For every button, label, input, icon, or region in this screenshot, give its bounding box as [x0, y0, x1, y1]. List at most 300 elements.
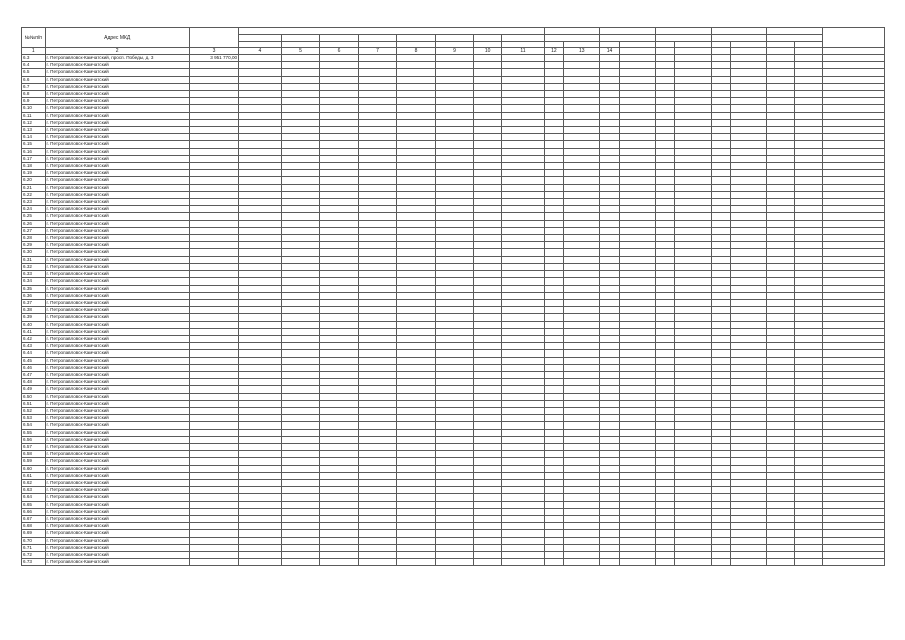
- row-cell: [564, 321, 600, 328]
- row-cell: [502, 350, 545, 357]
- row-cell: [358, 314, 396, 321]
- table-row: [22, 552, 885, 559]
- row-cell: [564, 292, 600, 299]
- row-cell: [767, 292, 795, 299]
- row-cell: [822, 400, 884, 407]
- row-total-cost: [189, 292, 238, 299]
- table-row: [22, 523, 885, 530]
- row-cell: [767, 177, 795, 184]
- row-cell: [435, 451, 473, 458]
- row-cell: [320, 105, 358, 112]
- row-cell: [711, 443, 730, 450]
- row-cell: [655, 141, 674, 148]
- row-cell: [239, 393, 282, 400]
- row-cell: [822, 227, 884, 234]
- row-cell: [239, 559, 282, 566]
- row-cell: [822, 443, 884, 450]
- table-row: [22, 479, 885, 486]
- row-cell: [711, 307, 730, 314]
- row-cell: [358, 242, 396, 249]
- row-cell: [239, 83, 282, 90]
- table-row: [22, 386, 885, 393]
- row-cell: [730, 278, 766, 285]
- row-total-cost: [189, 508, 238, 515]
- row-total-cost: [189, 62, 238, 69]
- row-cell: [435, 206, 473, 213]
- row-cell: [794, 335, 822, 342]
- row-cell: [435, 256, 473, 263]
- row-cell: [320, 451, 358, 458]
- row-cell: [435, 91, 473, 98]
- row-cell: [794, 479, 822, 486]
- row-cell: [435, 429, 473, 436]
- row-cell: [502, 335, 545, 342]
- row-cell: [397, 343, 435, 350]
- column-number: 5: [281, 48, 319, 55]
- row-cell: [502, 148, 545, 155]
- row-cell: [711, 199, 730, 206]
- row-total-cost: [189, 256, 238, 263]
- row-cell: [502, 76, 545, 83]
- row-cell: [655, 422, 674, 429]
- row-total-cost: [189, 299, 238, 306]
- row-address: г. Петропавловск-Камчатский: [45, 235, 189, 242]
- row-cell: [655, 350, 674, 357]
- row-cell: [711, 227, 730, 234]
- row-cell: [564, 141, 600, 148]
- row-address: г. Петропавловск-Камчатский: [45, 271, 189, 278]
- row-cell: [767, 465, 795, 472]
- row-address: г. Петропавловск-Камчатский: [45, 69, 189, 76]
- row-cell: [358, 559, 396, 566]
- row-cell: [730, 314, 766, 321]
- row-cell: [358, 335, 396, 342]
- row-total-cost: [189, 393, 238, 400]
- row-cell: [822, 299, 884, 306]
- row-total-cost: [189, 278, 238, 285]
- row-cell: [397, 170, 435, 177]
- row-cell: [675, 199, 711, 206]
- row-cell: [358, 429, 396, 436]
- row-total-cost: [189, 184, 238, 191]
- row-cell: [397, 55, 435, 62]
- table-row: [22, 285, 885, 292]
- row-cell: [358, 98, 396, 105]
- column-number: [794, 48, 822, 55]
- row-cell: [474, 465, 502, 472]
- row-address: г. Петропавловск-Камчатский: [45, 479, 189, 486]
- row-total-cost: [189, 472, 238, 479]
- row-cell: [619, 371, 655, 378]
- row-cell: [397, 516, 435, 523]
- row-cell: [358, 371, 396, 378]
- row-cell: [397, 314, 435, 321]
- row-address: г. Петропавловск-Камчатский: [45, 314, 189, 321]
- row-cell: [502, 379, 545, 386]
- row-cell: [767, 191, 795, 198]
- row-cell: [502, 83, 545, 90]
- row-cell: [794, 127, 822, 134]
- row-cell: [320, 458, 358, 465]
- row-cell: [544, 314, 563, 321]
- row-cell: [320, 335, 358, 342]
- row-cell: [655, 98, 674, 105]
- row-address: г. Петропавловск-Камчатский: [45, 443, 189, 450]
- row-cell: [619, 278, 655, 285]
- table-row: [22, 105, 885, 112]
- row-number: 6.37: [22, 299, 46, 306]
- row-cell: [358, 127, 396, 134]
- row-cell: [502, 472, 545, 479]
- row-cell: [655, 379, 674, 386]
- row-cell: [730, 422, 766, 429]
- row-cell: [794, 98, 822, 105]
- row-cell: [564, 119, 600, 126]
- row-cell: [320, 191, 358, 198]
- row-cell: [730, 170, 766, 177]
- row-cell: [564, 155, 600, 162]
- row-cell: [239, 263, 282, 270]
- row-cell: [600, 148, 619, 155]
- row-cell: [397, 134, 435, 141]
- row-cell: [655, 307, 674, 314]
- row-cell: [655, 465, 674, 472]
- row-cell: [730, 343, 766, 350]
- header-sub: [358, 35, 396, 42]
- row-cell: [767, 429, 795, 436]
- row-cell: [655, 314, 674, 321]
- row-total-cost: [189, 321, 238, 328]
- row-cell: [619, 335, 655, 342]
- row-cell: [767, 523, 795, 530]
- row-cell: [435, 62, 473, 69]
- row-cell: [281, 379, 319, 386]
- row-cell: [474, 350, 502, 357]
- row-cell: [675, 494, 711, 501]
- row-cell: [822, 119, 884, 126]
- row-number: 6.13: [22, 127, 46, 134]
- row-cell: [794, 458, 822, 465]
- row-number: 6.57: [22, 443, 46, 450]
- row-cell: [544, 105, 563, 112]
- row-cell: [730, 530, 766, 537]
- row-cell: [320, 415, 358, 422]
- row-cell: [600, 235, 619, 242]
- row-cell: [502, 343, 545, 350]
- row-cell: [502, 299, 545, 306]
- row-cell: [822, 559, 884, 566]
- row-cell: [502, 371, 545, 378]
- row-address: г. Петропавловск-Камчатский: [45, 292, 189, 299]
- row-cell: [794, 55, 822, 62]
- row-cell: [767, 379, 795, 386]
- row-cell: [544, 386, 563, 393]
- row-cell: [767, 271, 795, 278]
- row-cell: [767, 559, 795, 566]
- row-cell: [320, 364, 358, 371]
- row-cell: [564, 148, 600, 155]
- row-cell: [711, 177, 730, 184]
- row-cell: [239, 451, 282, 458]
- row-cell: [544, 364, 563, 371]
- row-cell: [822, 393, 884, 400]
- row-cell: [619, 559, 655, 566]
- row-cell: [281, 235, 319, 242]
- row-cell: [397, 278, 435, 285]
- table-row: [22, 119, 885, 126]
- row-cell: [794, 141, 822, 148]
- row-cell: [358, 321, 396, 328]
- row-cell: [239, 371, 282, 378]
- row-cell: [239, 119, 282, 126]
- row-cell: [619, 328, 655, 335]
- row-cell: [239, 105, 282, 112]
- row-total-cost: [189, 552, 238, 559]
- row-cell: [474, 206, 502, 213]
- row-cell: [397, 537, 435, 544]
- row-cell: [655, 278, 674, 285]
- row-cell: [564, 227, 600, 234]
- row-cell: [474, 407, 502, 414]
- row-address: г. Петропавловск-Камчатский: [45, 451, 189, 458]
- row-address: г. Петропавловск-Камчатский: [45, 472, 189, 479]
- row-number: 6.39: [22, 314, 46, 321]
- row-cell: [397, 422, 435, 429]
- table-row: [22, 407, 885, 414]
- row-cell: [675, 105, 711, 112]
- row-total-cost: [189, 350, 238, 357]
- row-cell: [711, 141, 730, 148]
- row-cell: [767, 371, 795, 378]
- row-cell: [711, 465, 730, 472]
- table-row: [22, 436, 885, 443]
- row-number: 6.15: [22, 141, 46, 148]
- row-cell: [675, 213, 711, 220]
- row-cell: [397, 523, 435, 530]
- row-total-cost: 3 951 770,00: [189, 55, 238, 62]
- row-cell: [730, 443, 766, 450]
- row-cell: [767, 458, 795, 465]
- row-cell: [544, 321, 563, 328]
- row-cell: [502, 91, 545, 98]
- row-cell: [281, 451, 319, 458]
- row-total-cost: [189, 98, 238, 105]
- row-cell: [320, 386, 358, 393]
- row-cell: [564, 537, 600, 544]
- row-cell: [794, 105, 822, 112]
- row-cell: [474, 479, 502, 486]
- row-cell: [655, 292, 674, 299]
- row-cell: [564, 472, 600, 479]
- row-cell: [711, 458, 730, 465]
- row-cell: [711, 364, 730, 371]
- row-cell: [675, 299, 711, 306]
- row-cell: [239, 379, 282, 386]
- row-cell: [239, 494, 282, 501]
- row-cell: [655, 386, 674, 393]
- row-cell: [239, 523, 282, 530]
- row-cell: [239, 307, 282, 314]
- row-cell: [281, 407, 319, 414]
- row-number: 6.55: [22, 429, 46, 436]
- row-total-cost: [189, 199, 238, 206]
- row-cell: [730, 235, 766, 242]
- row-number: 6.33: [22, 271, 46, 278]
- row-cell: [474, 422, 502, 429]
- row-cell: [435, 458, 473, 465]
- row-cell: [600, 451, 619, 458]
- row-cell: [711, 429, 730, 436]
- row-cell: [239, 552, 282, 559]
- row-cell: [564, 220, 600, 227]
- row-number: 6.7: [22, 83, 46, 90]
- row-cell: [435, 371, 473, 378]
- row-cell: [675, 271, 711, 278]
- row-cell: [619, 443, 655, 450]
- row-cell: [474, 379, 502, 386]
- row-cell: [544, 400, 563, 407]
- row-cell: [600, 191, 619, 198]
- row-cell: [397, 386, 435, 393]
- row-number: 6.32: [22, 263, 46, 270]
- row-cell: [794, 443, 822, 450]
- row-cell: [435, 292, 473, 299]
- header-engineering-group: [239, 28, 545, 35]
- row-cell: [675, 400, 711, 407]
- row-cell: [320, 148, 358, 155]
- row-cell: [358, 148, 396, 155]
- row-cell: [544, 537, 563, 544]
- row-cell: [655, 148, 674, 155]
- row-cell: [239, 508, 282, 515]
- row-cell: [358, 407, 396, 414]
- row-cell: [544, 235, 563, 242]
- row-cell: [822, 371, 884, 378]
- row-cell: [281, 242, 319, 249]
- row-cell: [358, 271, 396, 278]
- row-cell: [435, 436, 473, 443]
- row-cell: [730, 436, 766, 443]
- header-sub: [655, 35, 711, 42]
- row-cell: [619, 314, 655, 321]
- row-cell: [655, 256, 674, 263]
- row-cell: [435, 552, 473, 559]
- row-total-cost: [189, 242, 238, 249]
- row-cell: [711, 422, 730, 429]
- row-number: 6.63: [22, 487, 46, 494]
- row-address: г. Петропавловск-Камчатский: [45, 177, 189, 184]
- table-row: [22, 55, 885, 62]
- row-cell: [822, 379, 884, 386]
- row-cell: [320, 343, 358, 350]
- row-address: г. Петропавловск-Камчатский: [45, 285, 189, 292]
- row-cell: [822, 357, 884, 364]
- row-cell: [619, 357, 655, 364]
- row-cell: [397, 364, 435, 371]
- row-cell: [600, 256, 619, 263]
- row-total-cost: [189, 559, 238, 566]
- row-cell: [502, 213, 545, 220]
- row-cell: [358, 220, 396, 227]
- row-cell: [655, 494, 674, 501]
- row-cell: [767, 220, 795, 227]
- row-cell: [358, 163, 396, 170]
- row-cell: [544, 523, 563, 530]
- row-cell: [822, 55, 884, 62]
- table-row: [22, 350, 885, 357]
- row-cell: [619, 393, 655, 400]
- row-cell: [435, 343, 473, 350]
- row-cell: [711, 386, 730, 393]
- row-cell: [675, 256, 711, 263]
- row-cell: [564, 350, 600, 357]
- row-cell: [435, 271, 473, 278]
- row-cell: [397, 350, 435, 357]
- row-cell: [675, 91, 711, 98]
- row-cell: [655, 263, 674, 270]
- row-number: 6.23: [22, 199, 46, 206]
- table-row: [22, 170, 885, 177]
- row-cell: [655, 112, 674, 119]
- row-number: 6.12: [22, 119, 46, 126]
- row-cell: [822, 278, 884, 285]
- header-state-assessment-group: [767, 28, 823, 35]
- table-row: [22, 443, 885, 450]
- row-cell: [320, 141, 358, 148]
- row-number: 6.11: [22, 112, 46, 119]
- row-cell: [655, 134, 674, 141]
- row-cell: [730, 350, 766, 357]
- row-cell: [822, 350, 884, 357]
- row-number: 6.58: [22, 451, 46, 458]
- row-cell: [675, 537, 711, 544]
- row-cell: [600, 357, 619, 364]
- row-cell: [320, 170, 358, 177]
- row-cell: [281, 141, 319, 148]
- table-row: [22, 242, 885, 249]
- row-cell: [474, 62, 502, 69]
- row-cell: [397, 458, 435, 465]
- row-cell: [397, 155, 435, 162]
- row-total-cost: [189, 487, 238, 494]
- row-cell: [794, 321, 822, 328]
- row-cell: [239, 285, 282, 292]
- row-cell: [767, 422, 795, 429]
- row-cell: [600, 487, 619, 494]
- row-cell: [502, 451, 545, 458]
- row-cell: [619, 379, 655, 386]
- row-number: 6.49: [22, 386, 46, 393]
- row-cell: [794, 91, 822, 98]
- row-cell: [358, 393, 396, 400]
- row-cell: [675, 263, 711, 270]
- row-cell: [564, 191, 600, 198]
- row-cell: [502, 400, 545, 407]
- row-address: г. Петропавловск-Камчатский: [45, 127, 189, 134]
- row-cell: [730, 487, 766, 494]
- row-total-cost: [189, 235, 238, 242]
- row-cell: [435, 235, 473, 242]
- row-cell: [397, 508, 435, 515]
- row-cell: [435, 278, 473, 285]
- row-cell: [619, 177, 655, 184]
- row-cell: [655, 479, 674, 486]
- row-cell: [822, 141, 884, 148]
- row-cell: [711, 134, 730, 141]
- row-cell: [822, 479, 884, 486]
- row-cell: [822, 83, 884, 90]
- row-number: 6.73: [22, 559, 46, 566]
